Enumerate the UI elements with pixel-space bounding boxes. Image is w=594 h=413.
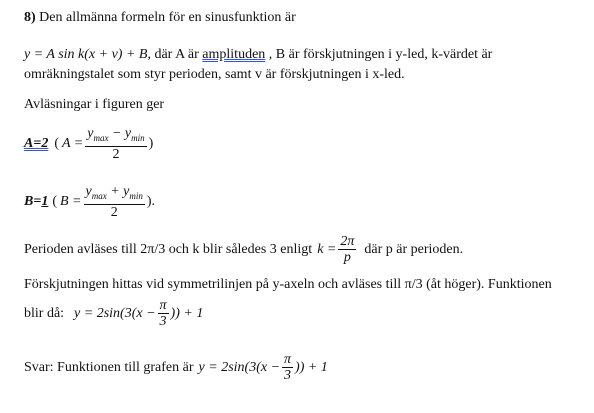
amplitude-lhs: A = [62,135,84,151]
shift-y-value: 1 [41,193,49,209]
question-heading-text: Den allmänna formeln för en sinusfunktion är [39,10,296,25]
formula-paragraph-line1 [24,47,492,63]
period-after-text: där p är perioden. [364,241,464,257]
answer-function-denominator: 3 [284,368,292,383]
ymax-symbol: y [87,126,94,141]
amplitude-fraction [85,126,146,162]
shift-y-fraction [84,184,145,220]
shift-y-paren-open: ( [52,193,57,209]
shift-y-label: B= [24,193,42,209]
amplitude-denominator: 2 [112,146,120,162]
formula-text-a: , där A är [147,47,203,62]
shift-y-paren-close: ). [146,193,156,209]
formula-text-b: , B är förskjutningen i y-led, k-värdet är [265,47,493,62]
answer-function-numerator: π [284,352,292,367]
answer-prefix: Svar: Funktionen till grafen är [24,359,194,375]
shift-y-lhs: B = [60,193,82,209]
amplitude-numerator [85,126,146,147]
answer-function-fraction [282,352,293,383]
period-line [24,234,463,265]
shift-y-numerator [84,184,145,205]
period-fraction [338,234,356,265]
shift-y-line [24,184,155,220]
amplitude-paren-open: ( [54,135,59,151]
question-number: 8) [24,10,36,25]
formula-paragraph-line2: omräkningstalet som styr perioden, samt v är förskjutningen i x-led. [24,67,405,82]
ymin-symbol: y [124,126,132,141]
function-start: y = 2sin(3(x − [74,305,156,321]
min-subscript: min [129,190,143,201]
amplitude-line [24,126,153,162]
k-equals: k = [317,241,337,257]
amplitude-paren-close: ) [148,135,154,151]
ymin-symbol: y [123,184,130,199]
general-sine-formula: y = A sin k(x + v) + B [24,47,148,62]
shift-x-line2 [24,298,203,329]
minus-operator: − [108,126,125,141]
max-subscript: max [93,132,109,143]
function-fraction [158,298,169,329]
period-numerator: 2π [340,234,355,249]
amplitude-value: A=2 [24,135,49,151]
answer-function-end: )) + 1 [295,359,328,375]
max-subscript: max [91,190,107,201]
shift-x-prefix: blir då: [24,305,65,321]
shift-x-line1: Förskjutningen hittas vid symmetrilinjen på y-axeln och avläses till π/3 (åt höger). Funktionen [24,277,552,292]
period-text: Perioden avläses till 2π/3 och k blir således 3 enligt [24,241,313,257]
ymax-symbol: y [85,184,92,199]
min-subscript: min [131,132,145,143]
amplitude-word: amplituden [202,47,266,62]
question-heading [24,10,296,26]
function-numerator: π [159,298,167,313]
answer-function-start: y = 2sin(3(x − [198,359,281,375]
function-end: )) + 1 [170,305,204,321]
function-denominator: 3 [159,314,167,329]
period-denominator: p [343,250,351,265]
plus-operator: + [106,184,124,199]
answer-line [24,352,328,383]
readings-label: Avläsningar i figuren ger [24,97,165,112]
shift-y-denominator: 2 [110,204,118,220]
